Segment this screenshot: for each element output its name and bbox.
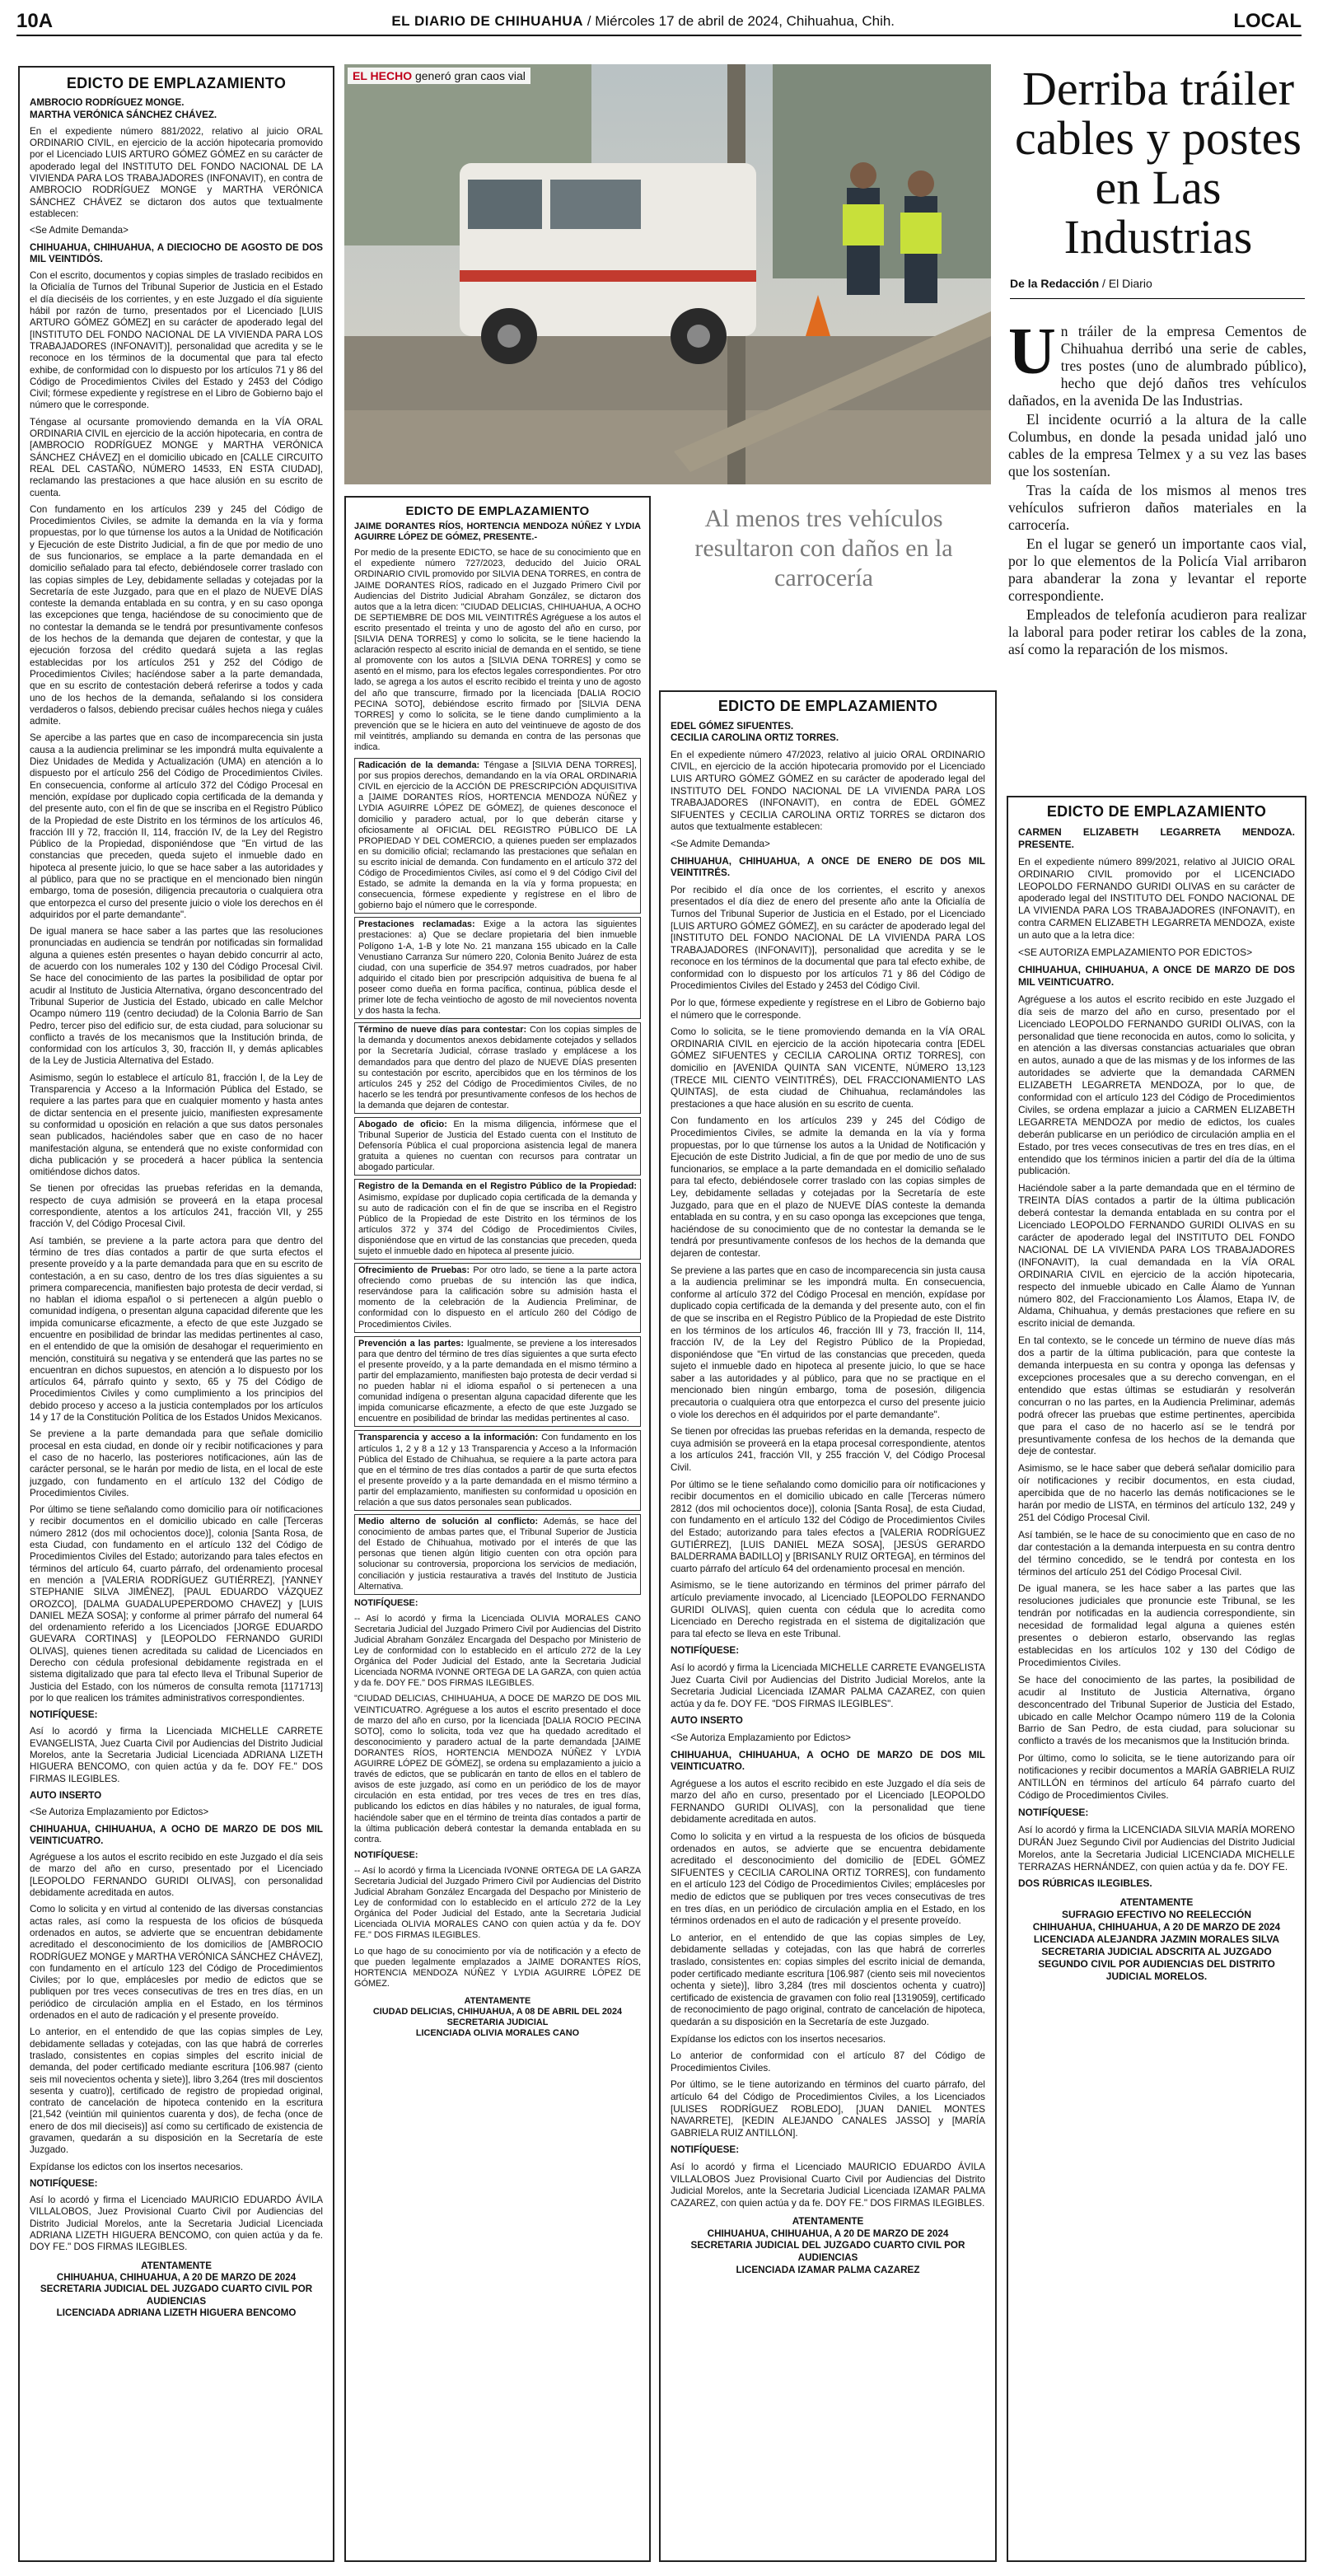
ad-paragraph: Así lo acordó y firma el Licenciado MAURICIO EDUARDO ÁVILA VILLALOBOS Juez Provisional Cuarto Civil por Audiencias del Distrito Judicial Morelos, ante la Secretaria Judicial Licenciada IZAMAR PALMA CAZAREZ, con quien actúa y da fe. DOY FE." DOS FIRMAS ILEGIBLES.: [671, 2161, 985, 2209]
ad-paragraph: Por último, se le tiene autorizando en términos del cuarto párrafo, del artículo 64 del Código de Procedimientos Civiles, a los Licenciados [ULISES RODRÍGUEZ ROBLEDO], [JUAN DANIEL MONTES NAVARRETE], [KEDIN ALEJANDO CANALES JASSO] y [MARÍA GABRIELA RUIZ ANTILLÓN].: [671, 2079, 985, 2139]
ad-signature: [1018, 1896, 1295, 1982]
ad-paragraph: <Se Autoriza Emplazamiento por Edictos>: [30, 1807, 209, 1818]
article-paragraph: [1008, 316, 1306, 409]
ad-paragraph: Téngase al ocursante promoviendo demanda en la VÍA ORAL ORDINARIA CIVIL en ejercicio de la acción hipotecaria, en contra de [AMBROCIO RODRÍGUEZ MONGE y MARTHA VERÓNICA SÁNCHEZ CHÁVEZ] en el domicilio ubicado en [CALLE CIRCUITO REAL DEL CASTAÑO, NÚMERO 14533, EN ESTA CIUDAD], reclamando las prestaciones a que hace alusión en su escrito de cuenta.: [30, 416, 323, 498]
ad-sign-line: ATENTAMENTE: [464, 1995, 531, 2006]
ad-notify: NOTIFÍQUESE:: [354, 1597, 418, 1608]
drop-cap: U: [1008, 316, 1056, 388]
edicto-ad-1: [18, 66, 334, 2562]
ad-section-text: Con fundamento en los artículos 1, 2 y 8 a 12 y 13 Transparencia y Acceso a la Información Pública del Estado de Chihuahua, se requiere a la parte actora para que en el término de tres días contados a partir de que surta efectos el presente proveído y a la parte demandada en el mismo término a partir del emplazamiento, manifiesten su conformidad u oposición en relación a que sus datos personales sean publicados.: [358, 1433, 637, 1508]
ad-section-title: Prestaciones reclamadas:: [358, 919, 475, 930]
ad-signature: [30, 2260, 323, 2319]
ad-paragraph: Como lo solicita, se le tiene promoviendo demanda en la VÍA ORAL ORDINARIA CIVIL en ejercicio de la acción hipotecaria contra [EDEL GÓMEZ SIFUENTES y CECILIA CAROLINA ORTIZ TORRES], con domicilio en [AVENIDA QUINTA SAN VICENTE, NÚMERO 13,123 (TRECE MIL CIENTO VEINTITRÉS), DEL FRACCIONAMIENTO LAS QUINTAS], de esta ciudad de Chihuahua, reclamándoles las prestaciones a que hace alusión en su escrito de cuenta.: [671, 1026, 985, 1110]
ad-section-title: Transparencia y acceso a la información:: [358, 1433, 539, 1443]
ad-date-line: CHIHUAHUA, CHIHUAHUA, A DIECIOCHO DE AGOSTO DE DOS MIL VEINTIDÓS.: [30, 241, 323, 264]
ad-title: EDICTO DE EMPLAZAMIENTO: [717, 698, 938, 714]
ad-paragraph: En el expediente número 899/2021, relativo al JUICIO ORAL ORDINARIO CIVIL promovido por el LICENCIADO LEOPOLDO FERNANDO GURIDI OLIVAS en su carácter de apoderado legal del INSTITUTO DEL FONDO NACIONAL DE LA VIVIENDA PARA LOS TRABAJADORES (INFONAVIT), en contra CARMEN ELIZABETH LEGARRETA MENDOZA, existe un auto que a la letra dice:: [1018, 855, 1295, 942]
ad-section-text: Además, se hace del conocimiento de ambas partes que, el Tribunal Superior de Justicia del Estado de Chihuahua, motivado por el interés de que las personas que tienen algún litigio cuenten con otra opción para solucionar su controversia, proporciona los servicios de mediación, conciliación y justicia restaurativa a través del Instituto de Justicia Alternativa.: [358, 1517, 637, 1592]
ad-section-box: [354, 1263, 641, 1333]
ad-parties: CARMEN ELIZABETH LEGARRETA MENDOZA. PRESENTE.: [1018, 825, 1295, 850]
article-headline: Derriba tráiler cables y postes en Las Industrias: [1015, 62, 1302, 264]
ad-paragraph: Por lo que, fórmese expediente y regístrese en el Libro de Gobierno bajo el número que le corresponde.: [671, 998, 985, 1021]
ad-paragraph: Se tienen por ofrecidas las pruebas referidas en la demanda, respecto de cuya admisión se proveerá en la etapa procesal correspondiente, atentos a los artículos 241, fracción VII, y 255 fracción V, del Código Procesal Civil.: [30, 1183, 323, 1230]
ad-notify: NOTIFÍQUESE:: [671, 1645, 740, 1657]
ad-paragraph: <Se Admite Demanda>: [671, 838, 770, 849]
ad-sign-line: ATENTAMENTE: [141, 2260, 212, 2271]
ad-paragraph: Como lo solicita y en virtud a la respuesta de los oficios de búsqueda ordenados en autos, se advierte que se encuentra debidamente acreditado el desconocimiento del domicilio de [EDEL GÓMEZ SIFUENTES y CECILIA CAROLINA ORTIZ TORRES], con fundamento en el artículo 123 del Código de Procedimientos Civiles; emplácesles por medio de edictos que se publiquen por tres veces consecutivas de tres en tres días, en un periódico de circulación amplia en el Estado, en los términos ordenados en el auto de radicación y el presente proveído.: [671, 1831, 985, 1927]
ad-section-title: Radicación de la demanda:: [358, 760, 480, 771]
byline-separator: /: [1099, 277, 1109, 290]
ad-section-box: [354, 1022, 641, 1114]
masthead-separator: /: [587, 13, 591, 29]
ad-signature: [354, 1996, 641, 2039]
ad-paragraph: <Se Admite Demanda>: [30, 225, 129, 236]
ad-section-text: Exige a la actora las siguientes prestaciones: a) Que se declare propietaria del bien inmueble Polígono 1-A, 1-B y lote No. 21 manzana 155 ubicado en la Calle Venustiano Carranza Sur número 220, Colonia Benito Juárez de esta ciudad, con una superficie de 354.97 metros cuadrados, por haber adquirido el citado bien por prescripción adquisitiva de buena fe al poseer como dueña en forma pacífica, continua, pública desde el primer lote de fecha veintiocho de agosto de mil novecientos noventa y dos hasta la fecha.: [358, 919, 637, 1017]
ad-section-text: Con los copias simples de la demanda y documentos anexos debidamente cotejados y sellados por la Secretaría Judicial, córrase traslado y emplácese a los demandados para que dentro del plazo de NUEVE DÍAS presenten su contestación por escrito, apercibidos que en los términos de los artículos 245 y 252 del Código de Procedimientos Civiles, de no hacerlo se les tendrá por presuntivamente confesos de los hechos de la demanda que dejaren de contestar.: [358, 1025, 638, 1110]
ad-title: EDICTO DE EMPLAZAMIENTO: [405, 504, 590, 518]
byline-rule: [1010, 298, 1305, 299]
ad-paragraph: Como lo solicita y en virtud al contenido de las diversas constancias actas rales, así como la respuesta de los oficios de búsqueda ordenados en autos, se advierte que se encuentran debidamente acreditado el desconocimiento de los domicilios de [AMBROCIO RODRÍGUEZ MONGE y MARTHA VERÓNICA SÁNCHEZ CHÁVEZ], con fundamento en el artículo 123 del Código de Procedimientos Civiles; por lo que, emplácesles por medio de edictos que se publiquen por tres veces consecutivas de tres en tres días, en un periódico de circulación amplia en el Estado, en los términos ordenados en el auto de radicación y el presente proveído.: [30, 1904, 323, 2022]
ad-paragraph: Por medio de la presente EDICTO, se hace de su conocimiento que en el expediente número 727/2023, deducido del Juicio ORAL ORDINARIO CIVIL promovido por SILVIA DENA TORRES, en contra de JAIME DORANTES RÍOS, radicado en el Juzgado Primero Civil por Audiencias del Distrito Judicial Abraham González, se dictaron dos autos que a la letra dicen: "CIUDAD DELICIAS, CHIHUAHUA, A OCHO DE SEPTIEMBRE DE DOS MIL VEINTITRÉS Agréguese a los autos el escrito presentado el treinta y uno de agosto del año en curso, por [SILVIA DENA TORRES] y como lo solicita, se le tiene haciendo la aclaración respecto al escrito inicial de demanda en el sentido, se tiene al promovente con los autos a [SILVIA DENA TORRES] y como se asentó en el mismo, para los efectos legales correspondientes. Por otro lado, se agrega a los autos el escrito recibido el treinta y uno de agosto del año que transcurre, firmado por la licenciada [DALIA ROCIO PECINA SOTO], debiéndose escrito firmado por [SILVIA DENA TORRES] y como lo solicita, se le tiene dando cumplimiento a la prevención que se le hiciera en auto del veintinueve de agosto de dos mil veintitrés, ampliando su demanda en contra de las personas que indica.: [354, 548, 641, 752]
ad-sign-line: SUFRAGIO EFECTIVO NO REELECCIÓN: [1061, 1909, 1251, 1921]
ad-sign-line: SECRETARIA JUDICIAL: [446, 2017, 549, 2028]
ad-date-line: CHIHUAHUA, CHIHUAHUA, A OCHO DE MARZO DE DOS MIL VEINTICUATRO.: [30, 1823, 323, 1846]
ad-paragraph: Con fundamento en los artículos 239 y 245 del Código de Procedimientos Civiles, se admite la demanda en la vía y forma propuestas, por lo que túrnense los autos a la Unidad de Notificación y Ejecución de este Distrito Judicial, a fin de que por medio de uno de sus funcionarios, se emplace a la parte demandada en el domicilio señalado para tal efecto, debiéndosele correr traslado con las copias simples de Ley, debidamente selladas y cotejadas por la Secretaría de este Juzgado, para que en el plazo de NUEVE DÍAS conteste la demanda entablada en su contra, y en su caso oponga las excepciones que tenga, haciéndose de su conocimiento que de no contestar la demanda se le tendrá por presuntivamente confesos de los hechos de la demanda que dejaren de contestar, y que la ejecución forzosa del crédito quedará sujeta a las reglas establecidas por los artículos 251 y 252 del Código de Procedimientos Civiles; hacíéndose saber a la parte demandada, que en su escrito de contestación deberá referirse a todos y cada uno de los hechos de la demanda, señalando si los considera verdaderos o falsos, debiendo precisar cuáles hechos niega y cuáles admite.: [30, 503, 323, 727]
ad-paragraph: Así también, se previene a la parte actora para que dentro del término de tres días contados a partir de que surta efectos el presente proveído y a la parte demandada para que en su escrito de contestación, a en su caso, dentro de los tres días siguientes a su primera comparecencia, manifiesten bajo protesta de decir verdad, si no hablan el idioma español o si pertenecen a algún pueblo o comunidad indígena, o presentan alguna capacidad diferente que les impida comunicarse eficazmente, a efecto de que este Juzgado se encuentre en posibilidad de brindar las medidas pertinentes al caso, en el entendido de que la omisión de desahogar el requerimiento en mención, constituirá su negativa y se entenderá que las partes no se encuentran en dichos supuestos, en atención a lo dispuesto por los artículos 64, párrafo quinto y sexto, 65 y 75 del Código de Procedimientos Civiles y como cumplimiento a los principios del debido proceso y acceso a la justicia contemplados por los artículos 14 y 17 de la Constitución Política de los Estados Unidos Mexicanos.: [30, 1235, 323, 1424]
page-header: [16, 8, 1302, 36]
ad-paragraph: Se apercibe a las partes que en caso de incomparecencia sin justa causa a la audiencia preliminar se les impondrá multa equivalente a Diez Unidades de Medida y Actualización (UMA) en atención a lo dispuesto por el artículo 256 del Código de Procedimientos Civiles. En consecuencia, conforme al artículo 372 del Código Procesal en mención, expídase por duplicado copia certificada de la demanda y del presente auto, con el fin de que se inscriba en el Registro Público de la Propiedad de este Distrito en los términos de los artículos 46, fracción III y 72, fracción II, 114, fracción IV, de la Ley del Registro Público de la Propiedad, disponiéndose que "En virtud de las constancias que preceden, queda sujeto el inmueble dado en hipoteca al presente juicio, lo que se hace saber a las autoridades y al público, para que no se practique en el mencionado bien ningún embargo, toma de posesión, diligencia precautoria o cualquiera otra que entorpezca el curso del presente juicio o viole los derechos en él adquiridos por el parte demandante".: [30, 732, 323, 920]
ad-sign-line: CHIHUAHUA, CHIHUAHUA, A 20 DE MARZO DE 2024: [56, 2271, 297, 2283]
article-paragraph: Empleados de telefonía acudieron para realizar la laboral para poder retirar los cables de la zona, así como la reparación de los mismos.: [1008, 606, 1306, 657]
article-paragraph: Tras la caída de los mismos al menos tres vehículos sufrieron daños materiales en la carrocería.: [1008, 482, 1306, 533]
edicto-ad-2: [344, 496, 651, 2562]
ad-paragraph: De igual manera, se les hace saber a las partes que las resoluciones judiciales que pronuncie este Tribunal, se les tendrán por notificadas en la audiencia correspondiente, sin necesidad de formalidad legal alguna a quienes estén presentes o debieron estarlo, observando las reglas establecidas en los artículos 102 y 130 del Código de Procedimientos Civiles.: [1018, 1583, 1295, 1668]
ad-inserted-label: AUTO INSERTO: [671, 1715, 743, 1727]
ad-section-title: Medio alterno de solución al conflicto:: [358, 1517, 539, 1527]
page-number: 10A: [16, 10, 54, 32]
ad-notify: NOTIFÍQUESE:: [30, 2177, 98, 2189]
ad-section-box: [354, 1430, 641, 1511]
edicto-ad-4: [1007, 796, 1306, 2562]
ad-sign-line: LICENCIADA ADRIANA LIZETH HIGUERA BENCOMO: [56, 2307, 297, 2318]
ad-paragraph: De igual manera se hace saber a las partes que las resoluciones pronunciadas en audiencia se tendrán por notificadas sin formalidad alguna a quienes estén presentes o hayan debido concurrir al acto, de acuerdo con los numerales 102 y 130 del Código Procesal Civil. Se hace del conocimiento de las partes la posibilidad de optar por acudir al Instituto de Justicia Alternativa, órgano desconcentrado del Tribunal Superior de Justicia del Estado, ubicado en calle Melchor Ocampo número 119 (centro deciudad) de la Colonia Barrio de San Pedro, tercer piso del edificio sur, de esta ciudad, para solucionar su conflicto a través de los mecanismos que la Institución brinda, de conformidad con los artículos 3, 30, fracción II, y demás aplicables de la Ley de Justicia Alternativa del Estado.: [30, 926, 323, 1067]
article-lead-text: n tráiler de la empresa Cementos de Chihuahua derribó una serie de cables, tres postes (uno de alumbrado público), hecho que dejó daños tres vehículos dañados, en la avenida De las Industrias.: [1008, 323, 1306, 409]
ad-paragraph: Lo anterior, en el entendido de que las copias simples de Ley, debidamente selladas y cotejadas, con las que habrá de correrles traslado, consistentes en copias simples del escrito inicial de demanda, del poder certificado mediante escritura [106.987 (ciento seis mil novecientos ochenta y siete)], libro 3,264 (tres mil doscientos sesenta y cuatro)], certificado de registro de propiedad original, contrato de cancelación de hipoteca contenido en la escritura [21,542 (veintiún mil quinientos cuarenta y dos), de fecha (once de enero de dos mil dieciseis)] así como su certificado de existencia de gravamen, quedarán a su disposición en la Secretaría de este Juzgado.: [30, 2027, 323, 2156]
ad-paragraph: Agréguese a los autos el escrito recibido en este Juzgado el día seis de marzo del año en curso, presentado por el Licenciado [LEOPOLDO FERNANDO GURIDI OLIVAS], con la personalidad que tiene debidamente acreditada en autos.: [671, 1778, 985, 1826]
ad-notify: NOTIFÍQUESE:: [30, 1709, 98, 1721]
truck-scene-image: [344, 64, 991, 484]
ad-parties: EDEL GÓMEZ SIFUENTES. CECILIA CAROLINA ORTIZ TORRES.: [671, 720, 839, 744]
ad-paragraph: Por último, como lo solicita, se le tiene autorizando para oír notificaciones y recibir documentos a MARÍA GABRIELA RUIZ ANTILLÓN en términos del artículo 64 párrafo cuarto del Código de Procedimientos Civiles.: [1018, 1752, 1295, 1801]
masthead: [391, 13, 895, 30]
ad-paragraph: Por recibido el día once de los corrientes, el escrito y anexos presentados el día diez de enero del presente año ante la Oficialía de Turnos del Tribunal Superior de Justicia en el Estado, por el Licenciado [LUIS ARTURO GÓMEZ GÓMEZ], en su carácter de apoderado legal del [INSTITUTO DEL FONDO NACIONAL DE LA VIVIENDA PARA LOS TRABAJADORES (INFONAVIT)], personalidad que acredita y se le reconoce en los términos de la documental que para tal efecto exhibe, de conformidad con lo dispuesto por los artículos 71 y 86 del Código de Procedimientos Civiles del Estado y 2453 del Código Civil.: [671, 884, 985, 992]
ad-date-line: CHIHUAHUA, CHIHUAHUA, A ONCE DE ENERO DE DOS MIL VEINTITRÉS.: [671, 855, 985, 879]
ad-date-line: CHIHUAHUA, CHIHUAHUA, A OCHO DE MARZO DE DOS MIL VEINTICUATRO.: [671, 1749, 985, 1773]
ad-sign-line: SECRETARIA JUDICIAL DEL JUZGADO CUARTO CIVIL POR AUDIENCIAS: [40, 2284, 313, 2307]
ad-parties: JAIME DORANTES RÍOS, HORTENCIA MENDOZA NÚÑEZ Y LYDIA AGUIRRE LÓPEZ DE GÓMEZ, PRESENTE.-: [354, 521, 641, 543]
ad-signature: [671, 2216, 985, 2276]
ad-paragraph: Expídanse los edictos con los insertos necesarios.: [30, 2161, 244, 2172]
ad-paragraph: Con el escrito, documentos y copias simples de traslado recibidos en la Oficialía de Turnos del Tribunal Superior de Justicia en el Estado el día dieciséis de los corrientes, y en este Juzgado el día siguiente hábil por razón de turno, presentados por el Licenciado [LUIS ARTURO GÓMEZ GÓMEZ] en su carácter de apoderado legal del [INSTITUTO DEL FONDO NACIONAL DE LA VIVIENDA PARA LOS TRABAJADORES (INFONAVIT)], personalidad que acredita y se le reconoce en los términos de la documental que para tal efecto exhibe, de conformidad con lo dispuesto por los artículos 71 y 86 del Código de Procedimientos Civiles del Estado y 2453 del Código Civil; fórmese expediente y regístrese en el Libro de Gobierno bajo el número que le corresponde.: [30, 270, 323, 411]
ad-paragraph: -- Así lo acordó y firma la Licenciada IVONNE ORTEGA DE LA GARZA Secretaria Judicial del Juzgado Primero Civil por Audiencias del Distrito Judicial Abraham González Encargada del Despacho por Ministerio de Ley de conformidad con lo establecido en el artículo 272 de la Ley Orgánica del Poder Judicial del Estado, ante la Secretaria Judicial Licenciada OLIVIA MORALES CANO con quien actúa y da fe. DOY FE." DOS FIRMAS ILEGIBLES.: [354, 1865, 641, 1941]
ad-section-title: Prevención a las partes:: [358, 1338, 464, 1349]
ad-paragraph: En el expediente número 47/2023, relativo al juicio ORAL ORDINARIO CIVIL, en ejercicio de la acción hipotecaria promovido por el Licenciado LUIS ARTURO GÓMEZ GÓMEZ en su carácter de apoderado legal del INSTITUTO DEL FONDO NACIONAL DE LA VIVIENDA PARA LOS TRABAJADORES (INFONAVIT), en contra de EDEL GÓMEZ SIFUENTES y CECILIA CAROLINA ORTIZ TORRES se dictaron dos autos que textualmente establecen:: [671, 749, 985, 833]
ad-paragraph: Se tienen por ofrecidas las pruebas referidas en la demanda, respecto de cuya admisión se proveerá en la etapa procesal correspondiente, atentos a los artículos 241, fracción VII, y 255 fracción V, del Código Procesal Civil.: [671, 1426, 985, 1474]
ad-section-box: [354, 1117, 641, 1176]
ad-paragraph: Asimismo, se le hace saber que deberá señalar domicilio para oír notificaciones y recibir documentos, en esta ciudad, apercibida que de no hacerlo las demás notificaciones se le harán por medio de LISTA, en términos del artículo 132, 249 y 251 del Código Procesal Civil.: [1018, 1462, 1295, 1523]
ad-section-box: [354, 1514, 641, 1595]
ad-sign-line: SECRETARIA JUDICIAL DEL JUZGADO CUARTO CIVIL POR AUDIENCIAS: [690, 2240, 965, 2264]
ad-section-text: Igualmente, se previene a los interesados para que dentro del término de tres días siguientes a que surta efecto el presente proveído, y a la parte demandada en el mismo término a partir del emplazamiento, manifiesten bajo protesta de decir verdad si no pueden hablar ni el idioma español o si pertenecen a una comunidad indígena o presentan alguna capacidad diferente que les impida comunicarse eficazmente, a efecto de que este Juzgado se encuentre en posibilidad de brindar las medidas pertinentes al caso.: [358, 1338, 637, 1424]
ad-section-title: Abogado de oficio:: [358, 1119, 447, 1129]
ad-sign-line: LICENCIADA ALEJANDRA JAZMIN MORALES SILVA: [1033, 1933, 1280, 1946]
ad-inserted-label: AUTO INSERTO: [30, 1789, 102, 1801]
ad-paragraph: Así lo acordó y firma el Licenciado MAURICIO EDUARDO ÁVILA VILLALOBOS, Juez Provisional Cuarto Civil por Audiencias del Distrito Judicial Morelos, ante la Secretaria Judicial Licenciada ADRIANA LIZETH HIGUERA BENCOMO, con quien actúa y da fe. DOY FE." DOS FIRMAS ILEGIBLES.: [30, 2195, 323, 2253]
ad-section-box: [354, 1179, 641, 1260]
ad-section-text: Por otro lado, se tiene a la parte actora ofreciendo como pruebas de su intención las que indica, reservándose para la calificación sobre su admisión hasta el momento de la celebración de la Audiencia Preliminar, de conformidad con lo dispuesto en el artículo 260 del Código de Procedimientos Civiles.: [358, 1265, 637, 1330]
article-body: [1008, 316, 1306, 660]
ad-paragraph: Así también, se le hace de su conocimiento que en caso de no dar contestación a la demanda interpuesta en su contra dentro del término concedido, se le tendrá por contesta en los términos del artículo 251 del Código Procesal Civil.: [1018, 1528, 1295, 1578]
page-date: Miércoles 17 de abril de 2024, Chihuahua, Chih.: [595, 13, 895, 29]
ad-sign-line: SECRETARIA JUDICIAL ADSCRITA AL JUZGADO SEGUNDO CIVIL POR AUDIENCIAS DEL DISTRITO JUDICIAL MORELOS.: [1038, 1945, 1275, 1982]
ad-title: EDICTO DE EMPLAZAMIENTO: [1046, 803, 1267, 820]
ad-title: EDICTO DE EMPLAZAMIENTO: [66, 75, 287, 91]
ad-section-title: Registro de la Demanda en el Registro Público de la Propiedad:: [358, 1181, 637, 1192]
ad-paragraph: Lo anterior, en el entendido de que las copias simples de Ley, debidamente selladas y cotejadas, con las que habrá de correrles traslado, consistentes en: copias simples del escrito inicial de demanda, poder certificado mediante escritura [106.987 (ciento seis mil novecientos ochenta y siete)], libro 3,284 (tres mil doscientos ochenta y cuatro)] certificado de existencia de gravamen con folio real [1319059], certificado de reconocimiento de pago original, contrato de cancelación de hipoteca, quedarán a su disposición en la Secretaría de este Juzgado.: [671, 1932, 985, 2027]
ad-paragraph: Agréguese a los autos el escrito recibido en este Juzgado el día seis de marzo del año en curso, presentado por el Licenciado LEOPOLDO FERNANDO GURIDI OLIVAS, con la personalidad que tiene reconocida en autos, como lo solicita, y en atención a las diversas constancias actuariales que obran en autos, aunado a que de las mismas y de los informes de las autoridades se advierte que la demandada CARMEN ELIZABETH LEGARRETA MENDOZA, por lo que, de conformidad con el artículo 123 del Código de Procedimientos Civiles, se ordena emplazar a juicio a CARMEN ELIZABETH LEGARRETA MENDOZA por medio de edictos, los cuales deberán publicarse en un periódico de circulación amplia en el Estado, por tres veces consecutivas de tres en tres días, en el entendido que los términos inicien a partir del día de la última publicación.: [1018, 993, 1295, 1177]
section-label: LOCAL: [1233, 10, 1302, 32]
ad-sign-line: CHIHUAHUA, CHIHUAHUA, A 20 DE MARZO DE 2024: [707, 2228, 949, 2239]
ad-section-text: Asimismo, expídase por duplicado copia certificada de la demanda y su auto de radicación con el fin de que se inscriba en el Registro Público de la Propiedad de este Distrito en los términos de los artículos 372 y 374 del Código de Procedimientos Civiles, disponiéndose que en virtud de las constancias que preceden, queda sujeto el inmueble dado en hipoteca al presente juicio.: [358, 1192, 637, 1256]
ad-paragraph: Lo que hago de su conocimiento por vía de notificación y a efecto de que pueden legalmente emplazados a JAIME DORANTES RÍOS, HORTENCIA MENDOZA NÚÑEZ Y LYDIA AGUIRRE LÓPEZ DE GÓMEZ.: [354, 1946, 641, 1989]
ad-sign-line: LICENCIADA OLIVIA MORALES CANO: [415, 2028, 580, 2039]
news-photo: [344, 64, 991, 484]
ad-paragraph: Se previene a las partes que en caso de incomparecencia sin justa causa a la audiencia preliminar se les impondrá multa. En consecuencia, conforme al artículo 372 del Código Procesal en mención, expídase por duplicado copia certificada de la demanda y del presente auto, con el fin de que se inscriba en el Registro Público de la Propiedad de este Distrito en los términos de los artículos 46, fracción III y 73, fracción II, 114, fracción IV, de la Ley del Registro Público de la Propiedad, disponiéndose que "En virtud de las constancias que preceden, queda sujeto el inmueble dado en hipoteca al presente juicio, lo que se hace saber a las autoridades y al público, para que no se practique en el mencionado bien ningún embargo, toma de posesión, diligencia precautoria o cualquiera otra que entorpezca el curso del presente juicio o viole los derechos en él adquiridos por el parte demandante".: [671, 1265, 985, 1420]
ad-paragraph: Así lo acordó y firma la LICENCIADA SILVIA MARÍA MORENO DURÁN Juez Segundo Civil por Audiencias del Distrito Judicial Morelos, ante la Secretaria Judicial LICENCIADA MICHELLE TERRAZAS HERNÁNDEZ, con quien actúa y da fe. DOY FE.: [1018, 1823, 1295, 1872]
ad-notify: NOTIFÍQUESE:: [354, 1849, 418, 1860]
ad-paragraph: Se hace del conocimiento de las partes, la posibilidad de acudir al Instituto de Justicia Alternativa, órgano desconcentrado del Tribunal Superior de Justicia del Estado, ubicado en calle Melchor Ocampo número 119 de la Colonia Barrio de San Pedro, de esta ciudad, para solucionar su conflicto a través de los mecanismos que la Institución brinda.: [1018, 1673, 1295, 1747]
ad-paragraph: Asimismo, según lo establece el artículo 81, fracción I, de la Ley de Transparencia y Acceso a la Información Pública del Estado, se requiere a las partes para que en cualquier momento y hasta antes de dictar sentencia en el presente juicio, manifiesten expresamente su conformidad u oposición en relación a que sus datos personales sean publicados, haciéndoles saber que en caso de no hacer manifestación alguna, se entenderá que no existe conformidad con dicha publicación y se procederá a hacer pública la sentencia omitiéndose dichos datos.: [30, 1072, 323, 1178]
pull-quote: Al menos tres vehículos resultaron con daños en la carrocería: [694, 505, 953, 591]
ad-paragraph: DOS RÚBRICAS ILEGIBLES.: [1018, 1877, 1152, 1890]
newspaper-name: EL DIARIO DE CHIHUAHUA: [391, 13, 583, 29]
ad-section-box: [354, 917, 641, 1019]
ad-paragraph: <SE AUTORIZA EMPLAZAMIENTO POR EDICTOS>: [1018, 947, 1253, 959]
ad-paragraph: Con fundamento en los artículos 239 y 245 del Código de Procedimientos Civiles, se admite la demanda en la vía y forma propuestas, por lo que túrnense los autos a la Unidad de Notificación y Ejecución de este Distrito Judicial, a fin de que por medio de uno de sus funcionarios, se emplace a la parte demandada en el domicilio señalado para tal efecto, debiéndosele correr traslado con las copias simples de Ley, debidamente selladas y cotejadas por la Secretaría de este Juzgado, para que en el plazo de NUEVE DÍAS conteste la demanda entablada en su contra, y en su caso oponga las excepciones que tenga, haciéndose de su conocimiento que de no contestar la demanda se le tendrá por presuntivamente confesos de los hechos de la demanda que dejaren de contestar.: [671, 1115, 985, 1259]
caption-text: generó gran caos vial: [412, 69, 526, 82]
ad-section-text: En la misma diligencia, infórmese que el Tribunal Superior de Justicia del Estado cuenta con el Instituto de Defensoría Pública el cual proporciona asistencia legal de manera gratuita a quienes no cuentan con recursos para contratar un abogado particular.: [358, 1119, 637, 1173]
article-byline: [1010, 277, 1152, 290]
ad-paragraph: En tal contexto, se le concede un término de nueve días más dos a partir de la última publicación, para que conteste la demanda interpuesta en su contra y oponga las defensas y excepciones procesales que a su derecho convengan, en el entendido que estas últimas se estudiarán y resolverán concurran o no las partes, en la Audiencia Preliminar, además podrá ofrecer las pruebas que estime pertinentes, apercibida que para el caso de no hacerlo así se le tendrá por presuntivamente confesa de los hechos de la demanda que deje de contestar.: [1018, 1335, 1295, 1457]
ad-paragraph: Así lo acordó y firma la Licenciada MICHELLE CARRETE EVANGELISTA, Juez Cuarta Civil por Audiencias del Distrito Judicial Morelos, ante la Secretaria Judicial Licenciada ADRIANA LIZETH HIGUERA BENCOMO, con quien actúa y da fe. DOY FE." DOS FIRMAS ILEGIBLES.: [30, 1726, 323, 1784]
ad-paragraph: Lo anterior de conformidad con el artículo 87 del Código de Procedimientos Civiles.: [671, 2050, 985, 2073]
byline-outlet: El Diario: [1108, 277, 1152, 290]
ad-paragraph: Haciéndole saber a la parte demandada que en el término de TREINTA DÍAS contados a partir de la última publicación deberá contestar la demanda entablada en su contra por el Licenciado LEOPOLDO FERNANDO GURIDI OLIVAS en su carácter de apoderado legal del INSTITUTO DEL FONDO NACIONAL DE LA VIVIENDA PARA LOS TRABAJADORES (INFONAVIT), la cual demandada en la VÍA ORAL ORDINARIA CIVIL en ejercicio de la acción hipotecaria, respecto del inmueble ubicado en Calle Álamo de Yunnan número 802, del Fraccionamiento Los Álamos, Etapa IV, de Aldama, Chihuahua, y demás prestaciones que refiere en su escrito inicial de demanda.: [1018, 1182, 1295, 1330]
ad-paragraph: <Se Autoriza Emplazamiento por Edictos>: [671, 1732, 851, 1743]
ad-paragraph: Asimismo, se le tiene autorizando en términos del primer párrafo del artículo previamente invocado, al Licenciado [LEOPOLDO FERNANDO GURIDI OLIVAS], quien cuenta con cédula que lo acredita como Licenciado en Derecho registrada en el sistema de digitalización que para tal efecto se lleva en este Tribunal.: [671, 1580, 985, 1639]
ad-paragraph: "CIUDAD DELICIAS, CHIHUAHUA, A DOCE DE MARZO DE DOS MIL VEINTICUATRO. Agréguese a los autos el escrito presentado el doce de marzo del año en curso, por la licenciada [DALIA ROCIO PECINA SOTO], como lo solicita, toda vez que ha quedado acreditado el desconocimiento y paradero actual de la parte demandada [JAIME DORANTES RÍOS, HORTENCIA MENDOZA NÚÑEZ Y LYDIA AGUIRRE LÓPEZ DE GÓMEZ], se ordena su emplazamiento a juicio a través de edictos, que se publicarán en tanto de ellos en el tablero de avisos de este juzgado, así como en un periódico de los de mayor circulación en esta entidad, por tres veces de tres en tres días, publicando los edictos en días hábiles y no naturales, de igual forma, haciéndole saber que en el término de treinta días contados a partir de la última publicación deberá contestar la demanda entablada en su contra.: [354, 1694, 641, 1844]
ad-sign-line: CHIHUAHUA, CHIHUAHUA, A 20 DE MARZO DE 2024: [1032, 1921, 1281, 1933]
ad-paragraph: Se previene a la parte demandada para que señale domicilio procesal en esta ciudad, en donde oír y recibir notificaciones y para el caso de no hacerlo, las posteriores notificaciones, aún las de carácter personal, se le harán por medio de lista, en el local de este juzgado, con fundamento en el artículo 132 del Código de Procedimientos Civiles.: [30, 1428, 323, 1498]
article-paragraph: En el lugar se generó un importante caos vial, por lo que elementos de la Policía Vial arribaron para abanderar la zona y levantar el reporte correspondiente.: [1008, 535, 1306, 604]
ad-paragraph: Expídanse los edictos con los insertos necesarios.: [671, 2033, 886, 2045]
ad-sign-line: ATENTAMENTE: [792, 2216, 864, 2228]
ad-paragraph: Así lo acordó y firma la Licenciada MICHELLE CARRETE EVANGELISTA Juez Cuarta Civil por Audiencias del Distrito Judicial Morelos, ante la Secretaria Judicial Licenciada IZAMAR PALMA CAZAREZ, con quien actúa y da fe. DOY FE. "DOS FIRMAS ILEGIBLES".: [671, 1662, 985, 1709]
ad-date-line: CHIHUAHUA, CHIHUAHUA, A ONCE DE MARZO DE DOS MIL VEINTICUATRO.: [1018, 963, 1295, 988]
edicto-ad-3: [659, 690, 997, 2562]
ad-paragraph: Por último se tiene señalando como domicilio para oír notificaciones y recibir documentos en el domicilio ubicado en calle [Terceras número 2812 (dos mil ochocientos doce)], colonia [Santa Rosa, de esta Ciudad, con fundamento en el artículo 132 del Código de Procedimientos Civiles del Estado; autorizando para tales efectos en términos del artículo 64, cuarto párrafo, del ordenamiento procesal en mención a [VALERIA RODRÍGUEZ GUTIÉRREZ], [YANNEY STEPHANIE SILVA JIMÉNEZ], [PAUL EDUARDO VÁZQUEZ OROZCO], [DALMA GUADALUPEPERDOMO CHAVEZ] y [LUIS DANIEL MEZA SOSA]; y conforme al primer párrafo del numeral 64 del ordenamiento referido a los Licenciados [JORGE EDUARDO GUEVARA CORTINAS] y [LEOPOLDO FERNANDO GURIDI OLIVAS], quienes tienen acreditada su calidad de Licenciados en Derecho con cédula profesional debidamente registrada en el sistema digitalizado que para tal efecto lleva el Tribunal Superior de Justicia del Estado, con los números de consulta remota [1171713] por lo que realicen los trámites administrativos correspondientes.: [30, 1504, 323, 1704]
ad-section-text: Téngase a [SILVIA DENA TORRES], por sus propios derechos, demandando en la vía ORAL ORDINARIA CIVIL en ejercicio de la ACCIÓN DE PRESCRIPCIÓN ADQUISITIVA a [JAIME DORANTES RÍOS, HORTENCIA MENDOZA NÚÑEZ y LYDIA AGUIRRE LÓPEZ DE GÓMEZ], de quienes desconoce el domicilio y paradero actual, por lo que deberán citarse y oficiosamente al OFICIAL DEL REGISTRO PÚBLICO DE LA PROPIEDAD Y DEL COMERCIO, a quienes pueden ser emplazados en su domicilio oficial; reclamando las prestaciones que señalan en su escrito inicial de demanda. Con fundamento en el artículo 372 del Código de Procedimientos Civiles, así como el 9 del Código Civil del Estado, se admite la demanda en la vía y forma propuesta; en consecuencia, fórmese expediente y regístrese en el libro de gobierno bajo el número que le corresponde.: [358, 760, 637, 911]
ad-notify: NOTIFÍQUESE:: [1018, 1806, 1089, 1818]
ad-paragraph: En el expediente número 881/2022, relativo al juicio ORAL ORDINARIO CIVIL, en ejercicio de la acción hipotecaria promovido por el Licenciado LUIS ARTURO GÓMEZ GÓMEZ en su carácter de apoderado legal del INSTITUTO DEL FONDO NACIONAL DE LA VIVIENDA PARA LOS TRABAJADORES (INFONAVIT), en contra de AMBROCIO RODRÍGUEZ MONGE y MARTHA VERÓNICA SÁNCHEZ CHÁVEZ se dictaron dos autos que textualmente establecen:: [30, 125, 323, 219]
photo-caption: [348, 68, 530, 84]
ad-section-box: [354, 758, 641, 914]
article-paragraph: El incidente ocurrió a la altura de la calle Columbus, en donde la pesada unidad jaló uno cables de la empresa Telmex y a su vez las bases que los sostenían.: [1008, 411, 1306, 479]
byline-author: De la Redacción: [1010, 277, 1100, 290]
ad-sign-line: CIUDAD DELICIAS, CHIHUAHUA, A 08 DE ABRIL DEL 2024: [372, 2007, 623, 2017]
ad-section-box: [354, 1336, 641, 1428]
ad-section-title: Término de nueve días para contestar:: [358, 1025, 527, 1036]
caption-lead: EL HECHO: [353, 69, 413, 82]
ad-paragraph: -- Así lo acordó y firma la Licenciada OLIVIA MORALES CANO Secretaria Judicial del Juzgado Primero Civil por Audiencias del Distrito Judicial Abraham González Encargada del Despacho por Ministerio de Ley de conformidad con lo establecido en el artículo 272 de la Ley Orgánica del Poder Judicial del Estado, ante la Secretaria Judicial Licenciada NORMA IVONNE ORTEGA DE LA GARZA, con quien actúa y da fe. DOY FE." DOS FIRMAS ILEGIBLES.: [354, 1613, 641, 1689]
ad-paragraph: Agréguese a los autos el escrito recibido en este Juzgado el día seis de marzo del año en curso, presentado por el Licenciado [LEOPOLDO FERNANDO GURIDI OLIVAS], con personalidad debidamente acreditada en autos.: [30, 1852, 323, 1899]
ad-notify: NOTIFÍQUESE:: [671, 2144, 740, 2156]
ad-sign-line: ATENTAMENTE: [1119, 1896, 1194, 1909]
ad-sign-line: LICENCIADA IZAMAR PALMA CAZAREZ: [736, 2264, 920, 2275]
ad-paragraph: Por último se le tiene señalando como domicilio para oír notificaciones y recibir documentos en el domicilio ubicado en calle [Terceras número 2812 (dos mil ochocientos doce)], colonia [Santa Rosa], de esta Ciudad, con fundamento en el artículo 132 del Código de Procedimientos Civiles del Estado; autorizando para tales efectos a [VALERIA RODRÍGUEZ GUTIÉRREZ], [LUIS DANIEL MEZA SOSA], [JESÚS GERARDO BALDERRAMA BADILLO] y [BRISANLY RUIZ ORTEGA], en términos del cuarto párrafo del artículo 64 del ordenamiento procesal en mención.: [671, 1479, 985, 1574]
ad-section-title: Ofrecimiento de Pruebas:: [358, 1265, 470, 1276]
ad-parties: AMBROCIO RODRÍGUEZ MONGE. MARTHA VERÓNICA SÁNCHEZ CHÁVEZ.: [30, 97, 217, 120]
